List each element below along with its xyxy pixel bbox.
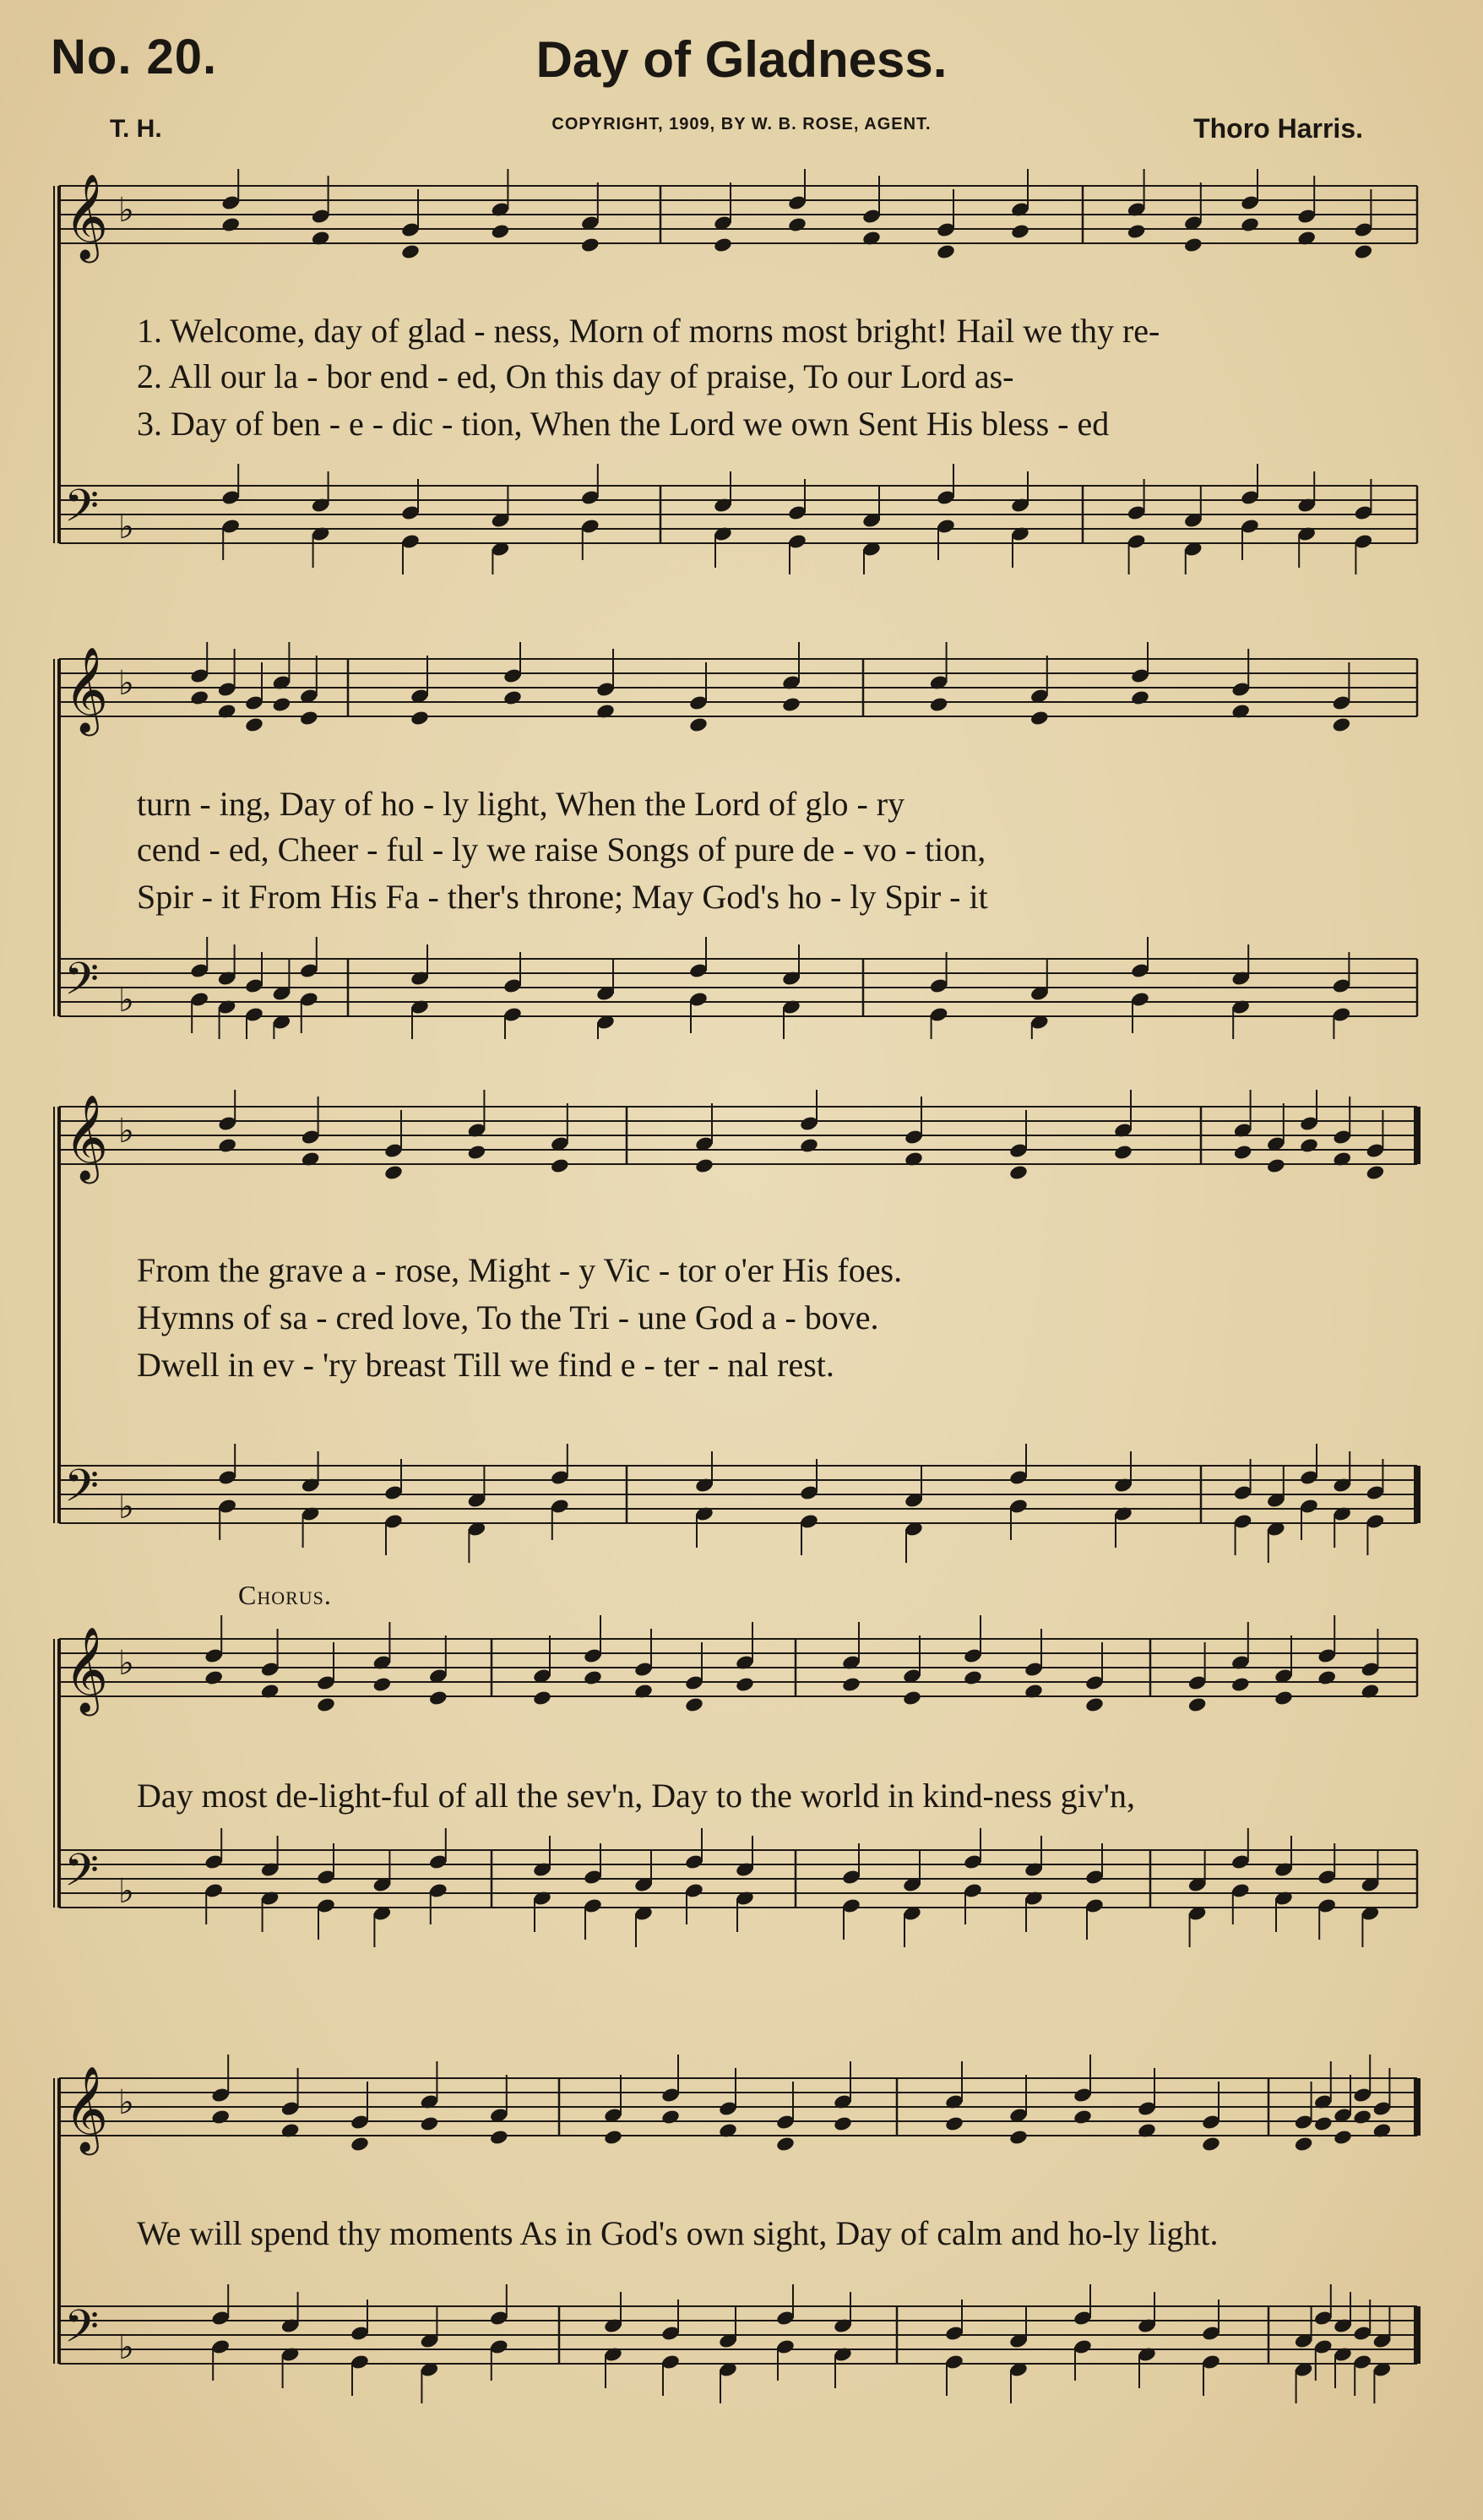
lyric-line-verse-3: Dwell in ev - 'ry breast Till we find e - ter - nal rest. [137, 1346, 834, 1384]
note-head [1332, 716, 1352, 733]
note-head [1230, 1676, 1251, 1693]
note-head [1352, 2109, 1372, 2125]
note-head [189, 689, 209, 706]
lyric-line-verse-2: Hymns of sa - cred love, To the Tri - une God a - bove. [137, 1298, 879, 1336]
music-system-5 [52, 2019, 1422, 2492]
note-head [1313, 2115, 1334, 2132]
lyric-line-verse-1: turn - ing, Day of ho - ly light, When the Lord of glo - ry [137, 785, 905, 823]
note-head [1073, 2109, 1093, 2125]
note-head [217, 1137, 237, 1154]
bass-clef-icon: 𝄢 [64, 954, 100, 1016]
music-system-2 [52, 642, 1422, 1039]
note-head [944, 2115, 964, 2132]
treble-staff [59, 172, 1417, 264]
note-head [583, 1669, 603, 1686]
note-head [550, 1157, 570, 1174]
flat-sign-icon: ♭ [118, 1872, 134, 1911]
music-system-4-chorus [52, 1580, 1422, 1968]
grand-staff-4 [52, 1580, 1422, 1968]
note-head [204, 1669, 224, 1686]
note-head [210, 2109, 231, 2125]
note-head [1354, 243, 1374, 260]
note-head [799, 1137, 819, 1154]
copyright-notice: COPYRIGHT, 1909, BY W. B. ROSE, AGENT. [551, 115, 932, 133]
note-head [1010, 223, 1030, 240]
note-head [1366, 1164, 1386, 1181]
note-head [775, 2136, 796, 2153]
note-head [410, 710, 430, 727]
note-head [316, 1696, 336, 1713]
bass-clef-icon: 𝄢 [64, 481, 100, 543]
note-head [1333, 2129, 1353, 2146]
bass-clef-icon: 𝄢 [64, 2301, 100, 2364]
lyric-line-chorus-2: We will spend thy moments As in God's own sight, Day of calm and ho-ly light. [137, 2214, 1219, 2252]
note-head [841, 1676, 861, 1693]
flat-sign-icon: ♭ [118, 2328, 134, 2367]
note-head [372, 1676, 393, 1693]
grand-staff-5 [52, 2019, 1422, 2492]
note-head [428, 1690, 448, 1706]
note-head [272, 696, 292, 713]
note-head [1299, 1137, 1319, 1154]
note-head [1294, 2136, 1314, 2153]
treble-clef-icon: 𝄞 [64, 2065, 109, 2152]
note-head [502, 689, 523, 706]
note-head [420, 2115, 440, 2132]
note-head [1008, 2129, 1029, 2146]
treble-staff [59, 645, 1417, 737]
note-head [299, 710, 319, 727]
flat-sign-icon: ♭ [118, 981, 134, 1020]
lyric-line-verse-2: 2. All our la - bor end - ed, On this day of praise, To our Lord as- [137, 357, 1014, 395]
note-head [1240, 216, 1260, 233]
note-head [1029, 710, 1050, 727]
note-head [1317, 1669, 1337, 1686]
treble-clef-icon: 𝄞 [64, 1093, 109, 1180]
note-head [1201, 2136, 1221, 2153]
note-head [1113, 1144, 1133, 1161]
note-head [963, 1669, 983, 1686]
composer-name: Thoro Harris. [1193, 113, 1363, 144]
note-head [244, 716, 264, 733]
bass-staff [59, 481, 1417, 547]
treble-staff [59, 1093, 1417, 1184]
lyricist-initials: T. H. [110, 115, 162, 143]
note-head [1274, 1690, 1294, 1706]
note-head [1233, 1144, 1253, 1161]
chorus-label: Chorus. [238, 1580, 332, 1610]
lyric-line-verse-3: 3. Day of ben - e - dic - tion, When the Lord we own Sent His bless - ed [137, 405, 1110, 443]
note-head [1266, 1157, 1286, 1174]
note-head [694, 1157, 714, 1174]
bass-staff [59, 1461, 1417, 1527]
bass-clef-icon: 𝄢 [64, 1461, 100, 1523]
note-head [929, 696, 949, 713]
note-head [688, 716, 709, 733]
note-head [350, 2136, 370, 2153]
note-head [684, 1696, 704, 1713]
music-system-1 [52, 169, 1422, 574]
note-head [532, 1690, 552, 1706]
treble-clef-icon: 𝄞 [64, 645, 109, 732]
lyric-line-verse-1: From the grave a - rose, Might - y Vic - tor o'er His foes. [137, 1251, 903, 1289]
flat-sign-icon: ♭ [118, 1488, 134, 1527]
note-head [467, 1144, 487, 1161]
note-head [1187, 1696, 1208, 1713]
bass-staff [59, 954, 1417, 1020]
note-head [489, 2129, 509, 2146]
flat-sign-icon: ♭ [118, 508, 134, 547]
treble-clef-icon: 𝄞 [64, 172, 109, 259]
treble-clef-icon: 𝄞 [64, 1625, 109, 1712]
note-head [781, 696, 801, 713]
note-head [1008, 1164, 1029, 1181]
flat-sign-icon: ♭ [118, 664, 134, 703]
note-head [603, 2129, 623, 2146]
note-head [1084, 1696, 1105, 1713]
music-system-3 [52, 1090, 1422, 1563]
note-head [1183, 237, 1203, 253]
note-head [787, 216, 807, 233]
note-head [491, 223, 511, 240]
note-head [735, 1676, 755, 1693]
note-head [1130, 689, 1150, 706]
note-head [383, 1164, 404, 1181]
note-head [936, 243, 956, 260]
flat-sign-icon: ♭ [118, 191, 134, 230]
note-head [902, 1690, 922, 1706]
lyric-line-verse-2: cend - ed, Cheer - ful - ly we raise Songs of pure de - vo - tion, [137, 830, 986, 868]
note-head [713, 237, 733, 253]
hymn-number: No. 20. [51, 30, 218, 84]
hymn-title: Day of Gladness. [535, 31, 948, 88]
flat-sign-icon: ♭ [118, 2083, 134, 2122]
note-head [833, 2115, 853, 2132]
flat-sign-icon: ♭ [118, 1644, 134, 1683]
note-head [220, 216, 241, 233]
note-head [660, 2109, 681, 2125]
note-head [1127, 223, 1147, 240]
lyric-line-verse-1: 1. Welcome, day of glad - ness, Morn of morns most bright! Hail we thy re- [137, 312, 1160, 350]
note-head [580, 237, 600, 253]
bass-clef-icon: 𝄢 [64, 1845, 100, 1908]
lyric-line-verse-3: Spir - it From His Fa - ther's throne; May God's ho - ly Spir - it [137, 878, 988, 916]
note-head [400, 243, 421, 260]
lyric-line-chorus-1: Day most de-light-ful of all the sev'n, Day to the world in kind-ness giv'n, [137, 1777, 1135, 1815]
flat-sign-icon: ♭ [118, 1112, 134, 1151]
